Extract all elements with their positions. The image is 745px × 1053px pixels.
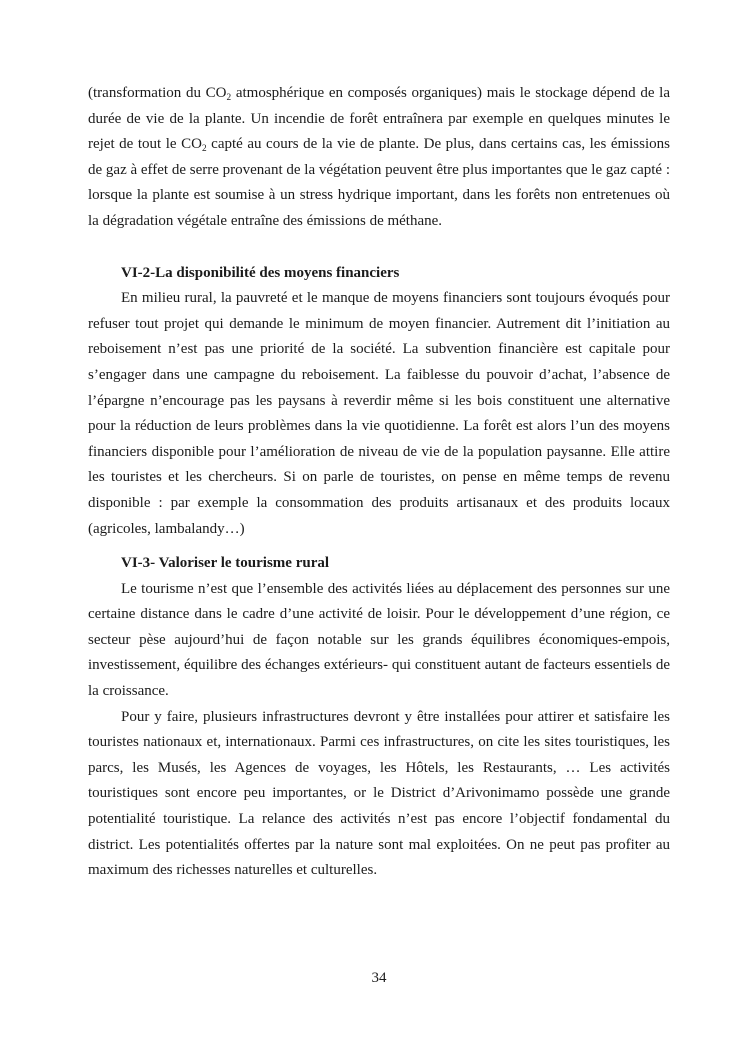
section-vi3-paragraph-1: Le tourisme n’est que l’ensemble des activités liées au déplacement des personnes sur une certaine distance dans le cadre d’une activité de loisir. Pour le développement d’une région, ce secteur pèse aujourd’hui de façon notable sur les grands équilibres économiques-empois, investissement, équilibre des échanges extérieurs- qui constituent autant de facteurs essentiels de la croissance. bbox=[88, 580, 670, 700]
page-number: 34 bbox=[371, 970, 387, 986]
intro-paragraph: (transformation du $CO_2$ atmosphérique en composés organiques) mais le stockage dépend de la durée de vie de la plante. Un incendie de forêt entraînera par exemple en quelques minutes le rejet de tout le $CO_2$ capté au cours de la vie de plante. De plus, dans certains cas, les émissions de gaz à effet de serre provenant de la végétation peuvent être plus importantes que le gaz capté : lorsque la plante est soumise à un stress hydrique important, dans les forêts non entretenues où la dégradation végétale entraîne des émissions de méthane. bbox=[88, 85, 670, 229]
section-heading-vi2: VI-2-La disponibilité des moyens financiers bbox=[121, 264, 400, 281]
section-heading-vi3: VI-3- Valoriser le tourisme rural bbox=[121, 555, 330, 572]
document-content bbox=[88, 81, 670, 884]
section-vi2-paragraph: En milieu rural, la pauvreté et le manque de moyens financiers sont toujours évoqués pour refuser tout projet qui demande le minimum de moyen financier. Autrement dit l’initiation au reboisement n’est pas une priorité de la société. La subvention financière est capitale pour s’engager dans une campagne du reboisement. La faiblesse du pouvoir d’achat, l’absence de l’épargne n’encourage pas les paysans à reverdir même si les bois constituent une alternative pour la réduction de leurs problèmes dans la vie quotidienne. La forêt est alors l’un des moyens financiers disponible pour l’amélioration de niveau de vie de la population paysanne. Elle attire les touristes et les chercheurs. Si on parle de touristes, on pense en même temps de revenu disponible : par exemple la consommation des produits artisanaux et des produits locaux (agricoles, lambalandy…) bbox=[88, 290, 670, 537]
section-vi3-paragraph-2: Pour y faire, plusieurs infrastructures devront y être installées pour attirer et satisfaire les touristes nationaux et, internationaux. Parmi ces infrastructures, on cite les sites touristiques, les parcs, les Musés, les Agences de voyages, les Hôtels, les Restaurants, … Les activités touristiques sont encore peu importantes, or le District d’Arivonimamo possède une grande potentialité touristique. La relance des activités n’est pas encore l’objectif fondamental du district. Les potentialités offertes par la nature sont mal exploitées. On ne peut pas profiter au maximum des richesses naturelles et culturelles. bbox=[88, 708, 670, 879]
